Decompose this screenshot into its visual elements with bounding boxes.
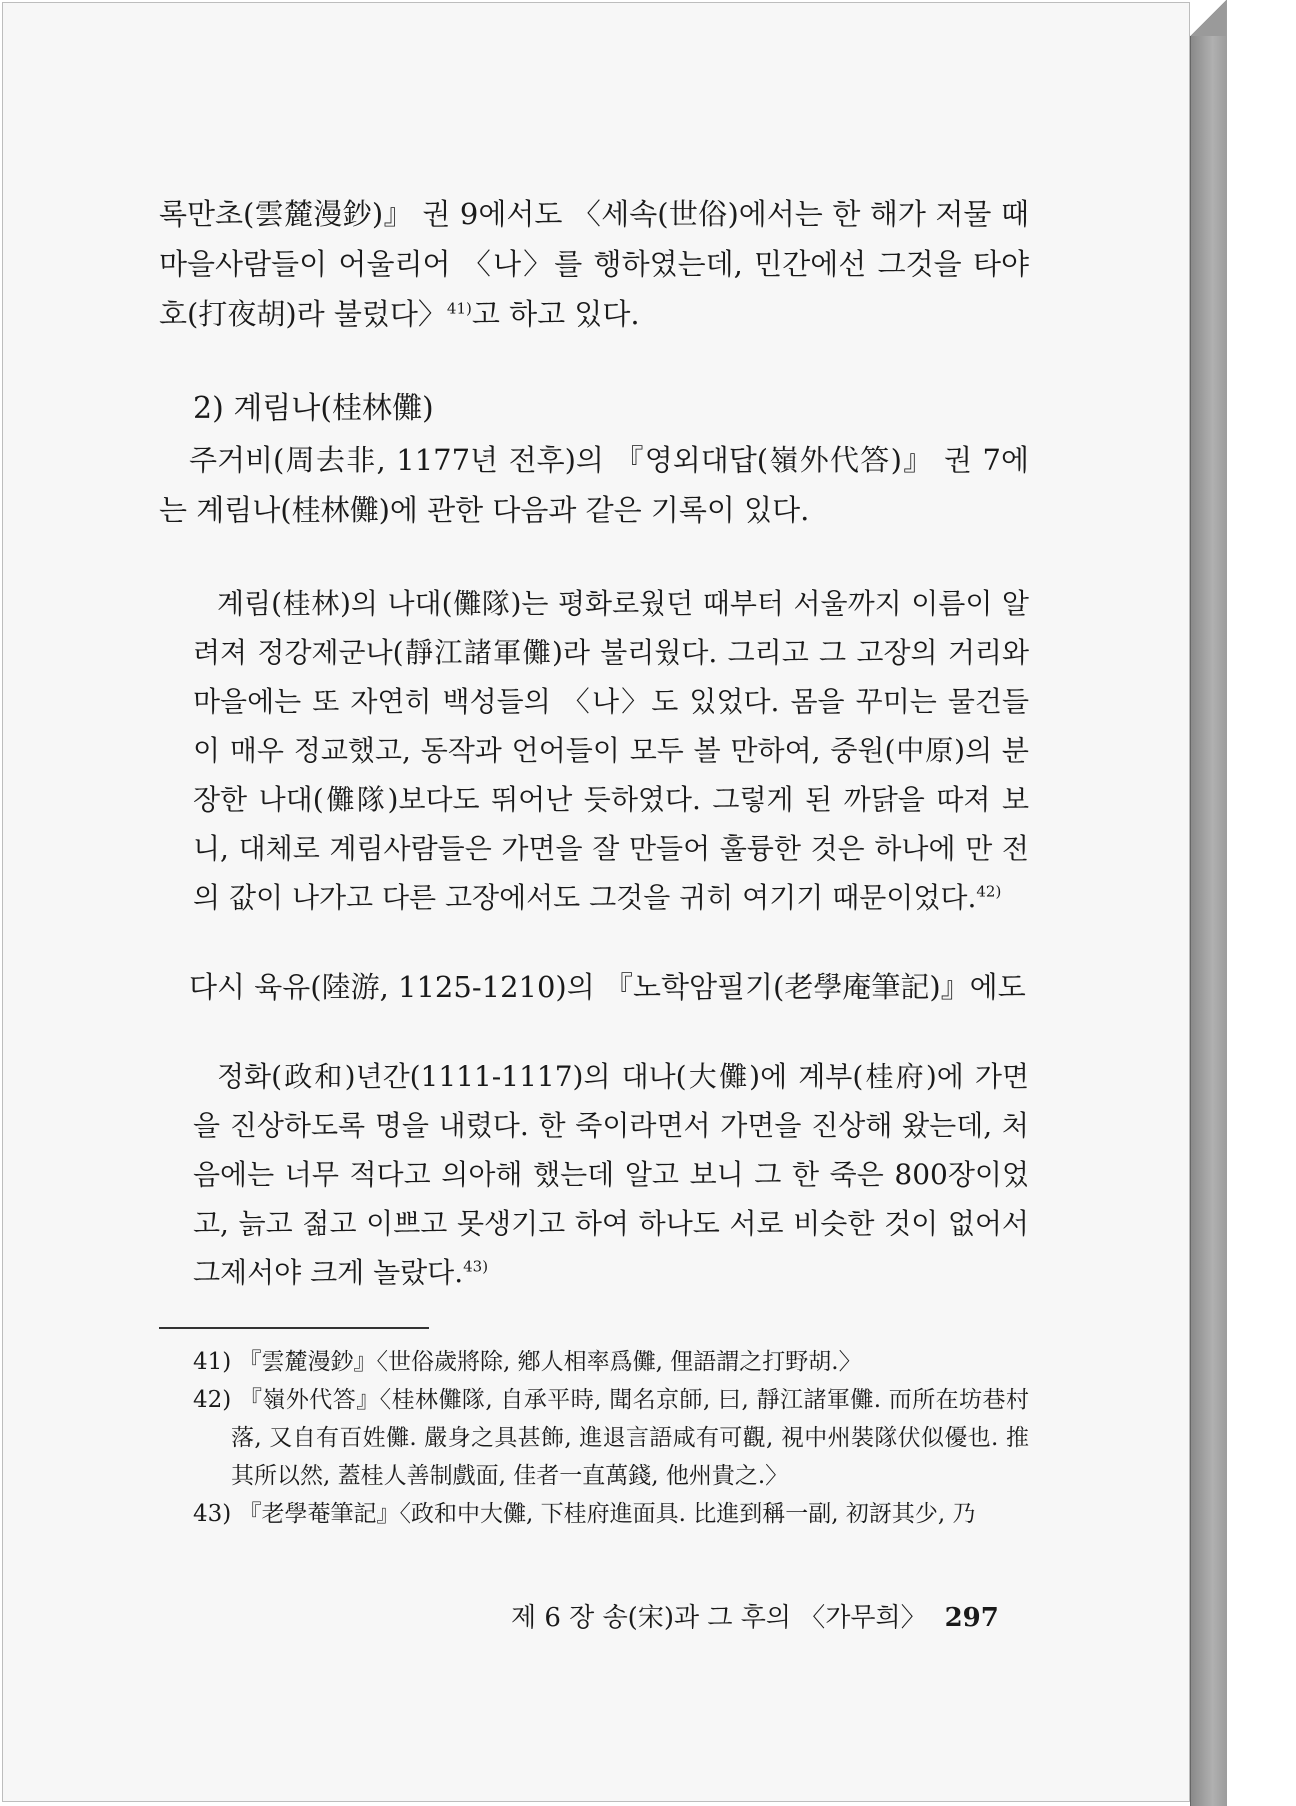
spacer bbox=[159, 535, 1029, 579]
footnote-43: 43) 『老學菴筆記』〈政和中大儺, 下桂府進面具. 比進到稱一副, 初訝其少, 乃 bbox=[193, 1501, 976, 1527]
block-quote-1 bbox=[159, 579, 1029, 922]
spacer bbox=[159, 922, 1029, 962]
footnote-divider bbox=[159, 1327, 429, 1329]
book-page bbox=[2, 2, 1190, 1802]
footnote-ref-42[interactable]: 42) bbox=[976, 882, 1002, 901]
section-intro: 주거비(周去非, 1177년 전후)의 『영외대답(嶺外代答)』 권 7에는 계림나(桂林儺)에 관한 다음과 같은 기록이 있다. bbox=[159, 443, 1029, 527]
block-quote-2 bbox=[159, 1052, 1029, 1297]
section-heading: 2) 계림나(桂林儺) bbox=[193, 391, 434, 426]
opening-paragraph bbox=[159, 189, 1029, 339]
footnote-ref-43[interactable]: 43) bbox=[463, 1257, 489, 1276]
page-number: 297 bbox=[944, 1603, 999, 1633]
opening-paragraph-tail: 고 하고 있다. bbox=[471, 297, 640, 331]
quote-1-text: 계림(桂林)의 나대(儺隊)는 평화로웠던 때부터 서울까지 이름이 알려져 정강제군나(靜江諸軍儺)라 불리웠다. 그리고 그 고장의 거리와 마을에는 또 자연히 백성들의 〈나〉도 있었다. 몸을 꾸미는 물건들이 매우 정교했고, 동작과 언어들이 모두 볼 만하여, 중원(中原)의 분장한 나대(儺隊)보다도 뛰어난 듯하였다. 그렇게 된 까닭을 따져 보니, 대체로 계림사람들은 가면을 잘 만들어 훌륭한 것은 하나에 만 전의 값이 나가고 다른 고장에서도 그것을 귀히 여기기 때문이었다. bbox=[193, 587, 1029, 914]
running-chapter-title: 제 6 장 송(宋)과 그 후의 〈가무희〉 bbox=[511, 1603, 927, 1633]
quote-2-text: 정화(政和)년간(1111-1117)의 대나(大儺)에 계부(桂府)에 가면을 진상하도록 명을 내렸다. 한 죽이라면서 가면을 진상해 왔는데, 처음에는 너무 적다고 의아해 했는데 알고 보니 그 한 죽은 800장이었고, 늙고 젊고 이쁘고 못생기고 하여 하나도 서로 비슷한 것이 없어서 그제서야 크게 놀랐다. bbox=[193, 1060, 1029, 1289]
opening-paragraph-text: 록만초(雲麓漫鈔)』 권 9에서도 〈세속(世俗)에서는 한 해가 저물 때 마을사람들이 어울리어 〈나〉를 행하였는데, 민간에선 그것을 타야호(打夜胡)라 불렀다〉 bbox=[159, 197, 1029, 331]
bridge-paragraph: 다시 육유(陸游, 1125-1210)의 『노학암필기(老學庵筆記)』에도 bbox=[189, 970, 1026, 1004]
page-stack-edge bbox=[1190, 0, 1227, 1806]
footnote-ref-41[interactable]: 41) bbox=[446, 299, 472, 318]
page-corner-fold bbox=[1190, 0, 1226, 36]
footnote-42: 42) 『嶺外代答』〈桂林儺隊, 自承平時, 聞名京師, 曰, 靜江諸軍儺. 而所在坊巷村落, 又自有百姓儺. 嚴身之具甚飾, 進退言語咸有可觀, 視中州裝隊伏似優也. 推其所以然, 蓋桂人善制戲面, 佳者一直萬錢, 他州貴之.〉 bbox=[193, 1387, 1029, 1489]
page-content bbox=[159, 189, 1029, 1533]
spacer bbox=[159, 1012, 1029, 1052]
footnote-41: 41) 『雲麓漫鈔』〈世俗歲將除, 鄕人相率爲儺, 俚語謂之打野胡.〉 bbox=[193, 1349, 862, 1375]
page-footer bbox=[511, 1597, 1031, 1634]
